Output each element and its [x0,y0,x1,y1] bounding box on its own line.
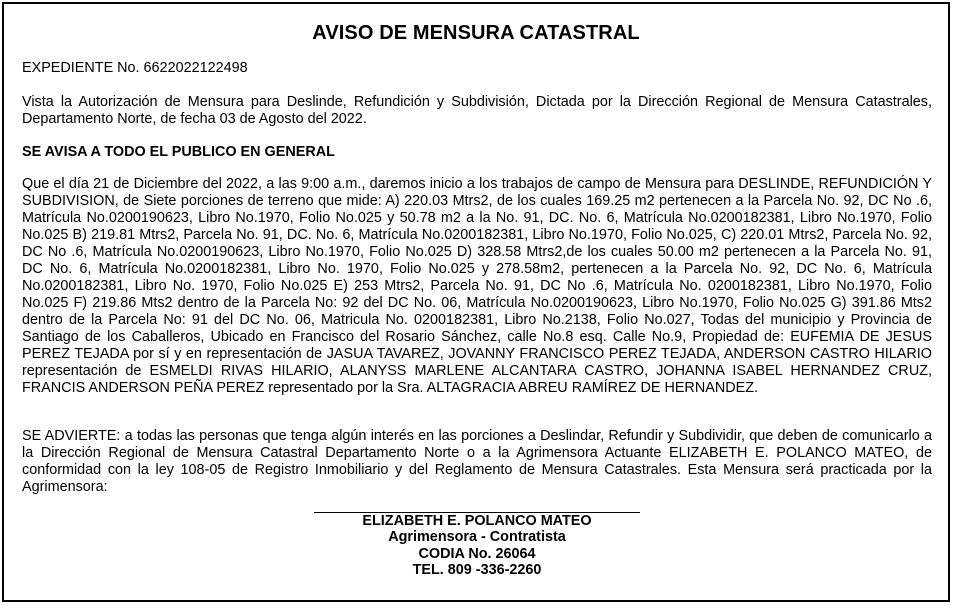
warning-paragraph: SE ADVIERTE: a todas las personas que tenga algún interés en las porciones a Deslindar, Refundir y Subdividir, que deben de comunicarlo a la Dirección Regional de Mensura Catastral Departamento Norte o a la Agrimensora Actuante ELIZABETH E. POLANCO MATEO, de conformidad con la ley 108-05 de Registro Inmobiliario y del Reglamento de Mensura Catastrales. Esta Mensura será practicada por la Agrimensora: [22,428,932,495]
signature-block [4,513,950,579]
signer-name: ELIZABETH E. POLANCO MATEO [362,513,592,529]
signer-role: Agrimensora - Contratista [388,529,566,546]
body-paragraph: Que el día 21 de Diciembre del 2022, a las 9:00 a.m., daremos inicio a los trabajos de campo de Mensura para DESLINDE, REFUNDICIÓN Y SUBDIVISION, de Siete porciones de terreno que mide: A) 220.03 Mtrs2, de los cuales 169.25 m2 pertenecen a la Parcela No. 92, DC No .6, Matrícula No.0200190623, Libro No.1970, Folio No.025 y 50.78 m2 a la No. 91, DC. No. 6, Matrícula No.0200182381, Libro No.1970, Folio No.025 B) 219.81 Mtrs2, Parcela No. 91, DC. No. 6, Matrícula No.0200182381, Libro No.1970, Folio No.025, C) 220.01 Mtrs2, Parcela No. 92, DC No .6, Matrícula No.0200190623, Libro No.1970, Folio No.025 D) 328.58 Mtrs2,de los cuales 50.00 m2 pertenecen a la Parcela No. 91, DC No. 6, Matrícula No.0200182381, Libro No. 1970, Folio No.025 y 278.58m2, pertenecen a la Parcela No. 92, DC No. 6, Matrícula No.0200182381, Libro No. 1970, Folio No.025 E) 253 Mtrs2, Parcela No. 91, DC No .6, Matrícula No. 0200182381, Libro No.1970, Folio No.025 F) 219.86 Mts2 dentro de la Parcela No: 92 del DC No. 06, Matrícula No.0200190623, Libro No.1970, Folio No.025 G) 391.86 Mts2 dentro de la Parcela No: 91 del DC No. 06, Matricula No. 0200182381, Libro No.2138, Folio No.027, Todas del municipio y Provincia de Santiago de los Caballeros, Ubicado en Francisco del Rosario Sánchez, calle No.8 esq. Calle No.9, Propiedad de: EUFEMIA DE JESUS PEREZ TEJADA por sí y en representación de JASUA TAVAREZ, JOVANNY FRANCISCO PEREZ TEJADA, ANDERSON CASTRO HILARIO representación de ESMELDI RIVAS HILARIO, ALANYSS MARLENE ALCANTARA CASTRO, JOHANNA ISABEL HERNANDEZ CRUZ, FRANCIS ANDERSON PEÑA PEREZ representado por la Sra. ALTAGRACIA ABREU RAMÍREZ DE HERNANDEZ. [22,176,932,396]
signer-codia: CODIA No. 26064 [418,545,536,562]
notice-frame [2,2,950,602]
notice-title: AVISO DE MENSURA CATASTRAL [312,22,640,44]
signer-phone: TEL. 809 -336-2260 [412,562,542,579]
public-notice-heading: SE AVISA A TODO EL PUBLICO EN GENERAL [22,144,335,160]
vista-paragraph: Vista la Autorización de Mensura para Deslinde, Refundición y Subdivisión, Dictada por la Dirección Regional de Mensura Catastrales, Departamento Norte, de fecha 03 de Agosto del 2022. [22,94,932,127]
expediente-line: EXPEDIENTE No. 6622022122498 [22,60,248,76]
